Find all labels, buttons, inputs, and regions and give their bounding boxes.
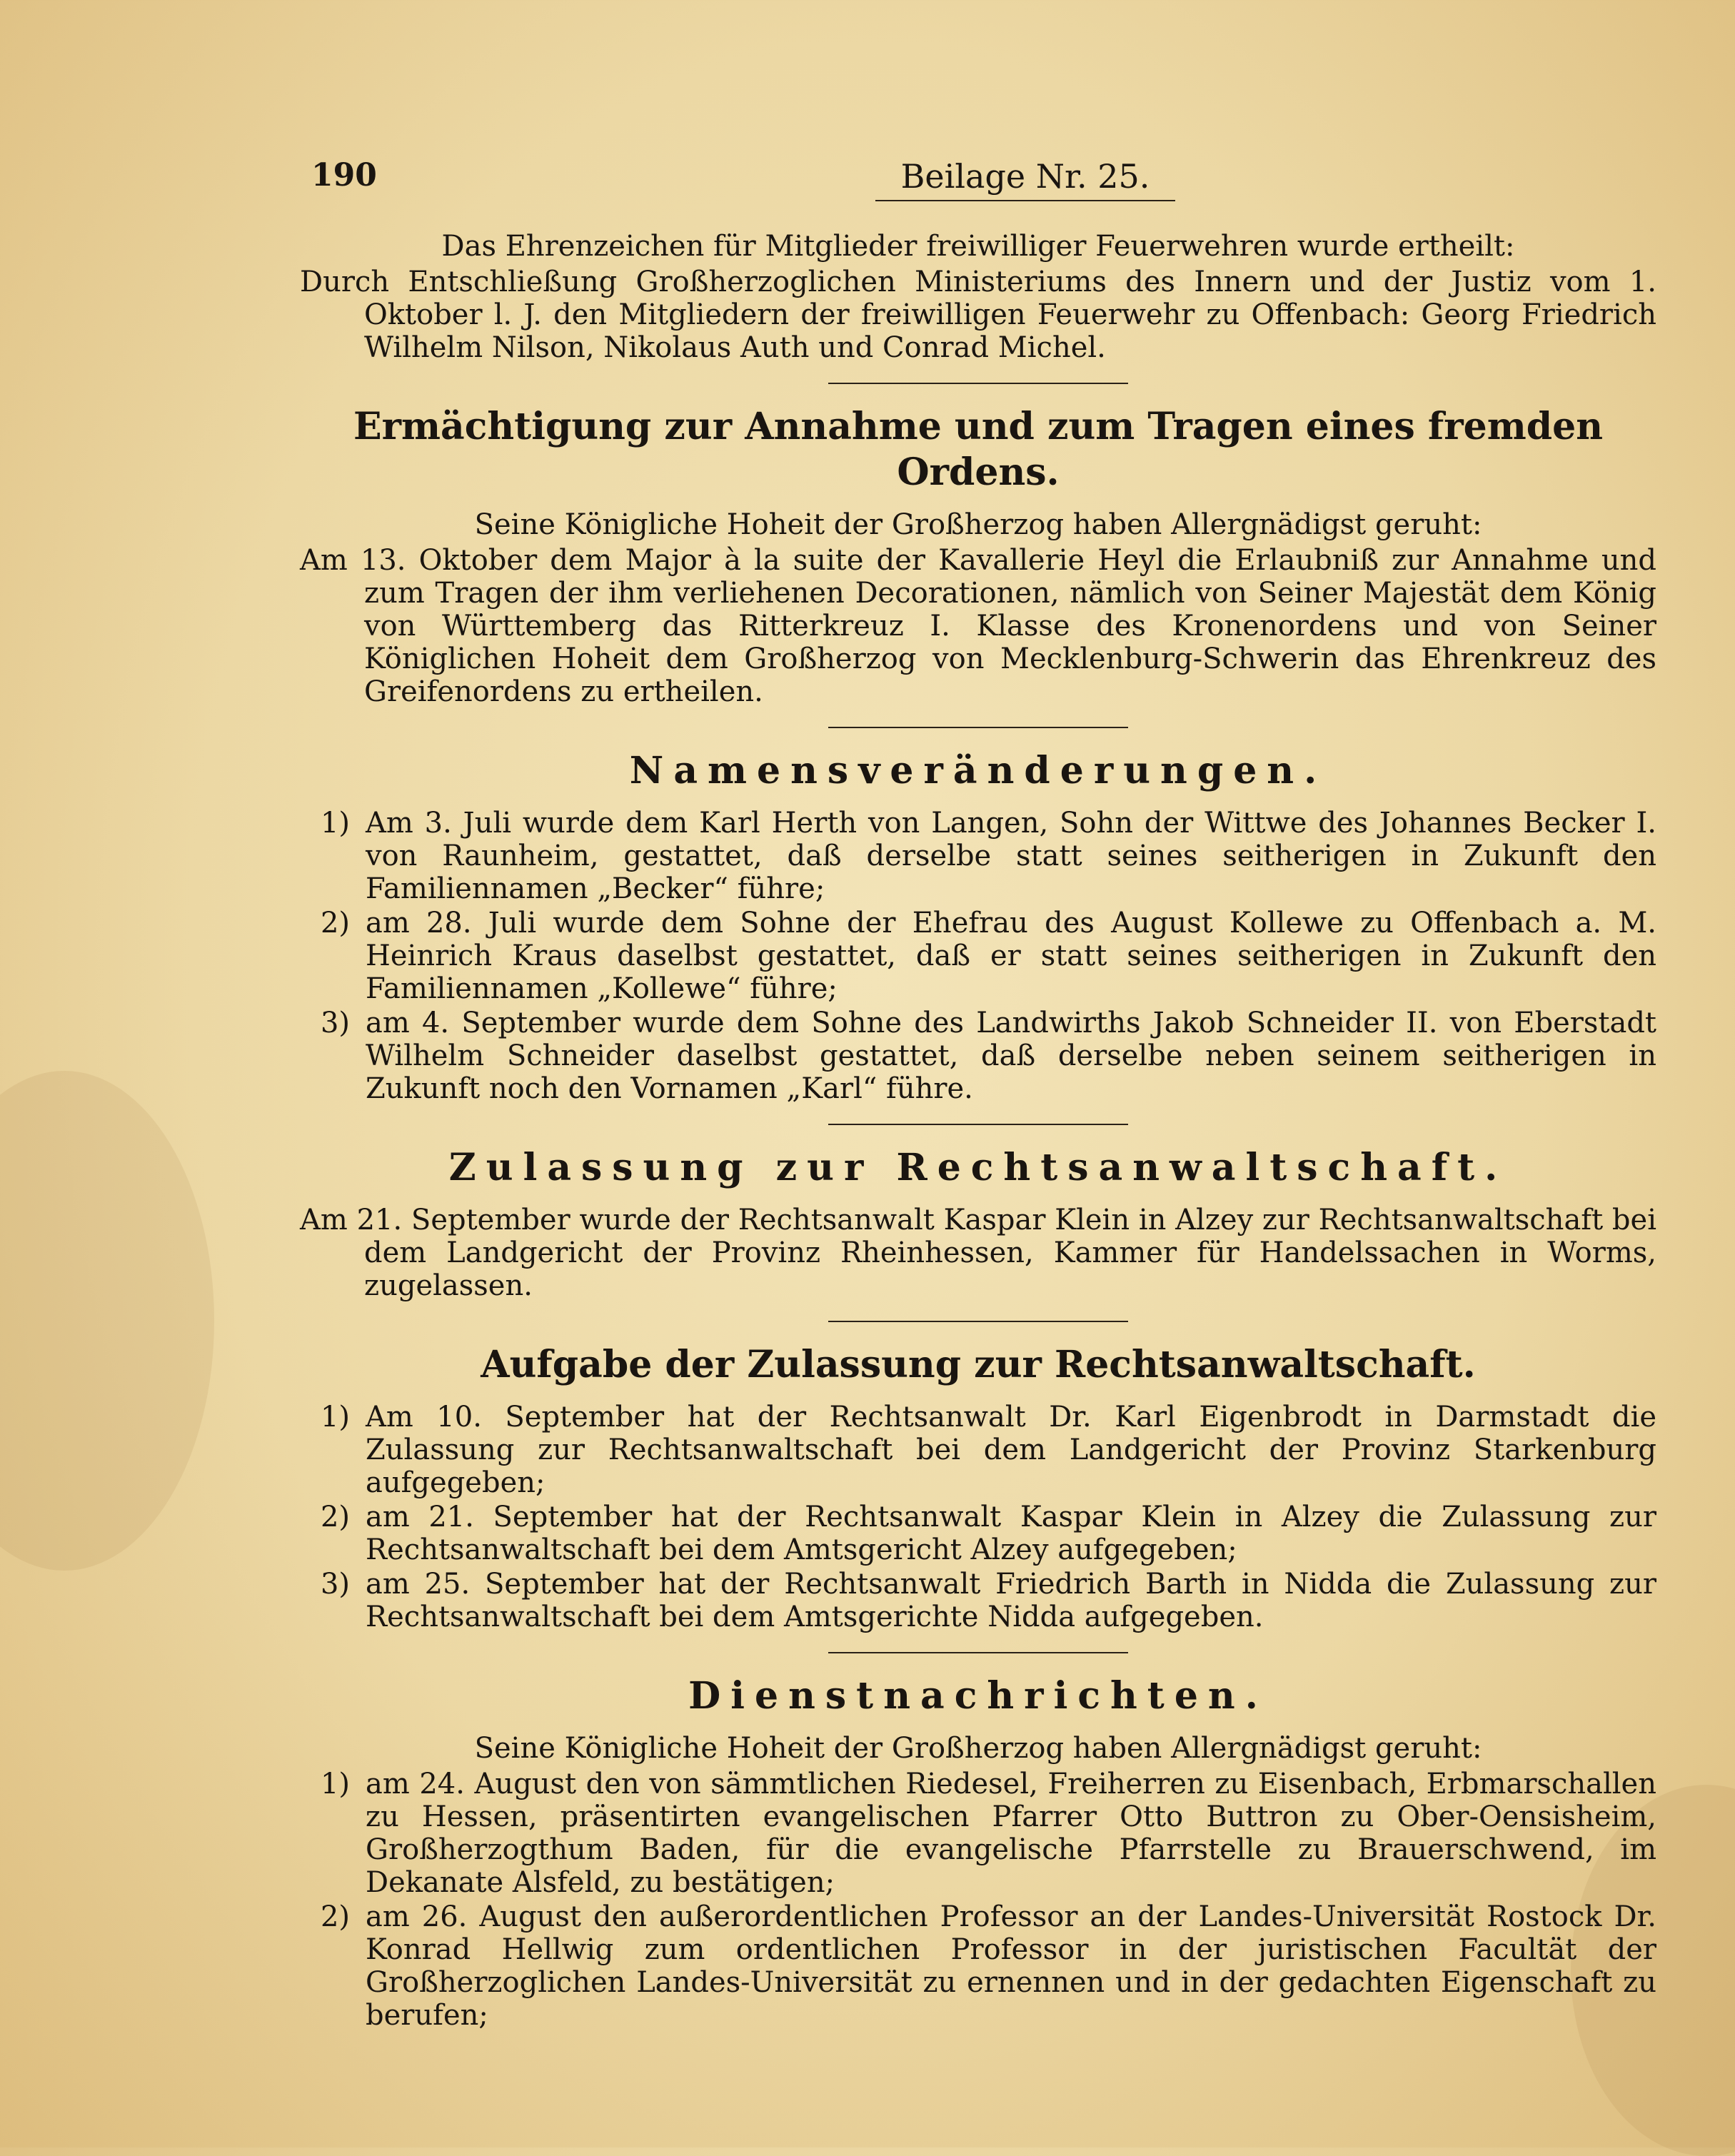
section-title: Aufgabe der Zulassung zur Rechtsanwaltschaft. — [481, 1343, 1476, 1386]
section-paragraph: Am 21. September wurde der Rechtsanwalt Kaspar Klein in Alzey zur Rechtsanwaltschaft bei dem Landgericht der Provinz Rheinhessen, Kammer für Handelssachen in Worms, zugelassen. — [300, 1204, 1656, 1302]
item-text: am 4. September wurde dem Sohne des Landwirths Jakob Schneider II. von Eberstadt Wilhelm Schneider daselbst gestattet, daß derselbe neben seinem seitherigen in Zukunft noch den Vornamen „Karl“ führe. — [366, 1007, 1656, 1105]
section-lead: Seine Königliche Hoheit der Großherzog haben Allergnädigst geruht: — [474, 1732, 1482, 1765]
page-number: 190 — [311, 157, 377, 193]
numbered-list — [300, 1768, 1656, 2032]
section-title: Dienstnachrichten. — [688, 1674, 1268, 1718]
section-divider — [828, 383, 1128, 384]
section-divider — [828, 1124, 1128, 1125]
section-title: Namensveränderungen. — [629, 749, 1327, 792]
section-divider — [828, 1652, 1128, 1653]
item-number: 1) — [320, 807, 350, 840]
item-number: 2) — [320, 1900, 350, 1933]
item-text: am 21. September hat der Rechtsanwalt Kaspar Klein in Alzey die Zulassung zur Rechtsanwaltschaft bei dem Amtsgericht Alzey aufgegeben; — [366, 1501, 1656, 1566]
item-text: Am 3. Juli wurde dem Karl Herth von Langen, Sohn der Wittwe des Johannes Becker I. von Raunheim, gestattet, daß derselbe statt seines seitherigen in Zukunft den Familiennamen „Becker“ führe; — [366, 807, 1656, 905]
list-item — [300, 1401, 1656, 1499]
list-item — [300, 1007, 1656, 1105]
list-item — [300, 907, 1656, 1005]
list-item — [300, 807, 1656, 905]
list-item — [300, 1568, 1656, 1633]
item-number: 2) — [320, 907, 350, 940]
section-lead: Das Ehrenzeichen für Mitglieder freiwilliger Feuerwehren wurde ertheilt: — [441, 230, 1515, 263]
item-number: 3) — [320, 1007, 350, 1039]
numbered-list — [300, 1401, 1656, 1633]
item-text: am 26. August den außerordentlichen Professor an der Landes-Universität Rostock Dr. Konrad Hellwig zum ordentlichen Professor in der juristischen Facultät der Großherzoglichen Landes-Universität zu ernennen und in der gedachten Eigenschaft zu berufen; — [366, 1900, 1656, 2032]
item-text: am 28. Juli wurde dem Sohne der Ehefrau des August Kollewe zu Offenbach a. M. Heinrich Kraus daselbst gestattet, daß er statt seines seitherigen in Zukunft den Familiennamen „Kollewe“ führe; — [366, 907, 1656, 1005]
section-title: Ermächtigung zur Annahme und zum Tragen eines fremden Ordens. — [353, 405, 1604, 494]
section-lead: Seine Königliche Hoheit der Großherzog haben Allergnädigst geruht: — [474, 508, 1482, 541]
running-title: Beilage Nr. 25. — [875, 157, 1175, 201]
page-header — [311, 157, 1654, 207]
list-item — [300, 1501, 1656, 1566]
numbered-list — [300, 807, 1656, 1105]
section-divider — [828, 1321, 1128, 1322]
section-paragraph: Am 13. Oktober dem Major à la suite der Kavallerie Heyl die Erlaubniß zur Annahme und zum Tragen der ihm verliehenen Decorationen, nämlich von Seiner Majestät dem König von Württemberg das Ritterkreuz I. Klasse des Kronenordens und von Seiner Königlichen Hoheit dem Großherzog von Mecklenburg-Schwerin das Ehrenkreuz des Greifenordens zu ertheilen. — [300, 544, 1656, 708]
item-text: Am 10. September hat der Rechtsanwalt Dr. Karl Eigenbrodt in Darmstadt die Zulassung zur Rechtsanwaltschaft bei dem Landgericht der Provinz Starkenburg aufgegeben; — [366, 1401, 1656, 1499]
paper-stain — [0, 1071, 214, 1571]
section-title: Zulassung zur Rechtsanwaltschaft. — [448, 1146, 1508, 1189]
item-text: am 25. September hat der Rechtsanwalt Friedrich Barth in Nidda die Zulassung zur Rechtsanwaltschaft bei dem Amtsgerichte Nidda aufgegeben. — [366, 1568, 1656, 1633]
item-number: 2) — [320, 1501, 350, 1533]
item-text: am 24. August den von sämmtlichen Riedesel, Freiherren zu Eisenbach, Erbmarschallen zu Hessen, präsentirten evangelischen Pfarrer Otto Buttron zu Ober-Oensisheim, Großherzogthum Baden, für die evangelische Pfarrstelle zu Brauerschwend, im Dekanate Alsfeld, zu bestätigen; — [366, 1768, 1656, 1899]
page-content — [300, 230, 1656, 2033]
list-item — [300, 1900, 1656, 2032]
item-number: 1) — [320, 1401, 350, 1434]
section-divider — [828, 727, 1128, 728]
item-number: 3) — [320, 1568, 350, 1601]
section-paragraph: Durch Entschließung Großherzoglichen Ministeriums des Innern und der Justiz vom 1. Oktober l. J. den Mitgliedern der freiwilligen Feuerwehr zu Offenbach: Georg Friedrich Wilhelm Nilson, Nikolaus Auth und Conrad Michel. — [300, 266, 1656, 364]
item-number: 1) — [320, 1768, 350, 1800]
list-item — [300, 1768, 1656, 1899]
